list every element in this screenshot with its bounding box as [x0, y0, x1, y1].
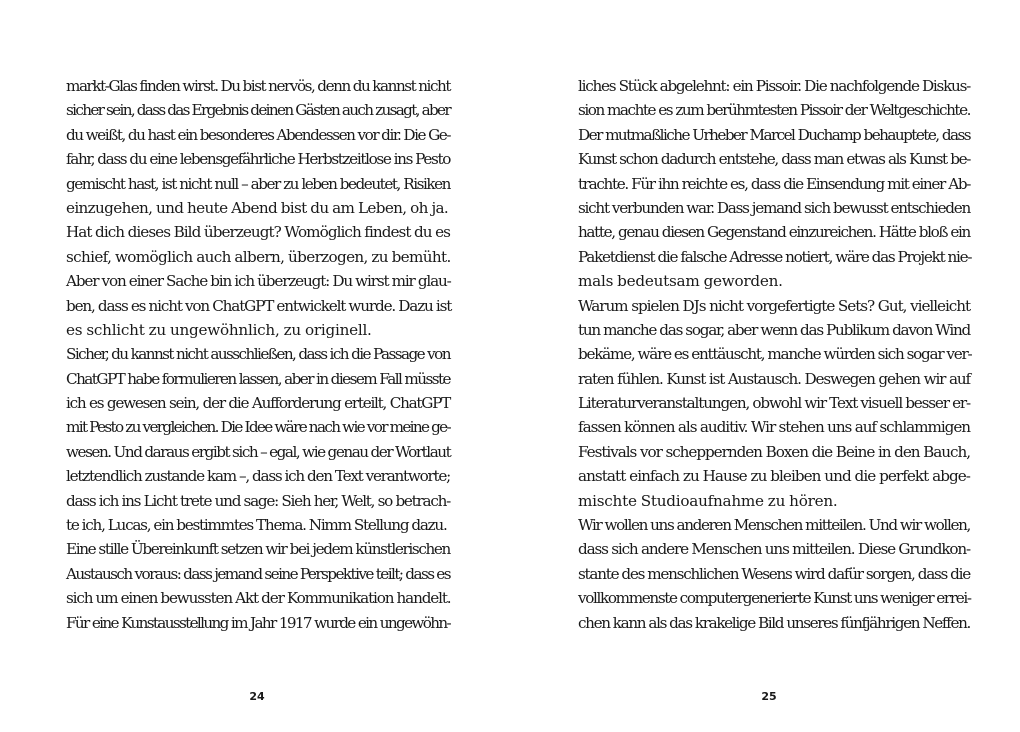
text-line: Festivals vor scheppernden Boxen die Beine in den Bauch,: [578, 442, 970, 461]
text-line: Der mutmaßliche Urheber Marcel Duchamp behauptete, dass: [578, 125, 970, 144]
text-line: ich es gewesen sein, der die Aufforderung erteilt, ChatGPT: [66, 394, 450, 413]
text-line: ChatGPT habe formulieren lassen, aber in diesem Fall müsste: [66, 369, 450, 388]
text-line: Paketdienst die falsche Adresse notiert, wäre das Projekt nie-: [578, 247, 972, 266]
text-line: Austausch voraus: dass jemand seine Perspektive teilt; dass es: [66, 564, 450, 583]
text-line: markt-Glas finden wirst. Du bist nervös, denn du kannst nicht: [66, 77, 450, 95]
text-line: tun manche das sogar, aber wenn das Publikum davon Wind: [578, 320, 970, 339]
right-page-text: [578, 74, 970, 635]
text-line: einzugehen, und heute Abend bist du am Leben, oh ja.: [66, 198, 449, 217]
text-line: sicht verbunden war. Dass jemand sich bewusst entschieden: [578, 198, 971, 217]
text-line: dass sich andere Menschen uns mitteilen. Diese Grundkon-: [578, 540, 970, 559]
text-line: sion machte es zum berühmtesten Pissoir der Weltgeschichte.: [578, 101, 970, 120]
text-line: te ich, Lucas, ein bestimmtes Thema. Nimm Stellung dazu.: [66, 516, 447, 535]
text-line: mit Pesto zu vergleichen. Die Idee wäre nach wie vor meine ge-: [66, 418, 450, 437]
text-line: raten fühlen. Kunst ist Austausch. Deswegen gehen wir auf: [578, 369, 970, 388]
text-line: stante des menschlichen Wesens wird dafür sorgen, dass die: [578, 564, 970, 583]
page-number: 25: [761, 690, 777, 703]
text-line: Sicher, du kannst nicht ausschließen, dass ich die Passage von: [66, 345, 450, 364]
text-line: fahr, dass du eine lebensgefährliche Herbstzeitlose ins Pesto: [66, 150, 450, 169]
text-line: Warum spielen DJs nicht vorgefertigte Sets? Gut, vielleicht: [578, 296, 970, 315]
text-line: es schlicht zu ungewöhnlich, zu originell.: [66, 320, 372, 339]
text-line: Eine stille Übereinkunft setzen wir bei jedem künstlerischen: [66, 540, 450, 559]
text-line: mischte Studioaufnahme zu hören.: [578, 491, 838, 510]
text-line: du weißt, du hast ein besonderes Abendessen vor dir. Die Ge-: [66, 125, 450, 144]
text-line: Kunst schon dadurch entstehe, dass man etwas als Kunst be-: [578, 150, 970, 169]
text-line: mals bedeutsam geworden.: [578, 272, 783, 291]
text-line: Wir wollen uns anderen Menschen mitteilen. Und wir wollen,: [578, 516, 970, 535]
text-line: fassen können als auditiv. Wir stehen uns auf schlammigen: [578, 418, 970, 437]
text-line: ben, dass es nicht von ChatGPT entwickelt wurde. Dazu ist: [66, 296, 452, 315]
right-page: [510, 0, 1020, 732]
text-line: chen kann als das krakelige Bild unseres fünfjährigen Neffen.: [578, 613, 970, 632]
text-line: bekäme, wäre es enttäuscht, manche würden sich sogar ver-: [578, 345, 972, 364]
page-number: 24: [249, 690, 265, 703]
text-line: sich um einen bewussten Akt der Kommunikation handelt.: [66, 589, 451, 608]
text-line: wesen. Und daraus ergibt sich – egal, wie genau der Wortlaut: [66, 442, 451, 461]
text-line: gemischt hast, ist nicht null – aber zu leben bedeutet, Risiken: [66, 174, 450, 193]
text-line: Für eine Kunstausstellung im Jahr 1917 wurde ein ungewöhn-: [66, 613, 450, 632]
text-line: Aber von einer Sache bin ich überzeugt: Du wirst mir glau-: [66, 272, 451, 291]
text-line: liches Stück abgelehnt: ein Pissoir. Die nachfolgende Diskus-: [578, 77, 970, 95]
left-page-text: [66, 74, 450, 635]
text-line: trachte. Für ihn reichte es, dass die Einsendung mit einer Ab-: [578, 174, 970, 193]
text-line: sicher sein, dass das Ergebnis deinen Gästen auch zusagt, aber: [66, 101, 450, 120]
text-line: Literaturveranstaltungen, obwohl wir Text visuell besser er-: [578, 394, 970, 413]
text-line: vollkommenste computergenerierte Kunst uns weniger errei-: [578, 589, 971, 608]
text-line: hatte, genau diesen Gegenstand einzureichen. Hätte bloß ein: [578, 223, 970, 242]
text-line: anstatt einfach zu Hause zu bleiben und die perfekt abge-: [578, 467, 970, 486]
text-line: letztendlich zustande kam –, dass ich den Text verantworte;: [66, 467, 450, 486]
text-line: Hat dich dieses Bild überzeugt? Womöglich findest du es: [66, 223, 450, 242]
text-line: dass ich ins Licht trete und sage: Sieh her, Welt, so betrach-: [66, 491, 450, 510]
text-line: schief, womöglich auch albern, überzogen, zu bemüht.: [66, 247, 451, 266]
